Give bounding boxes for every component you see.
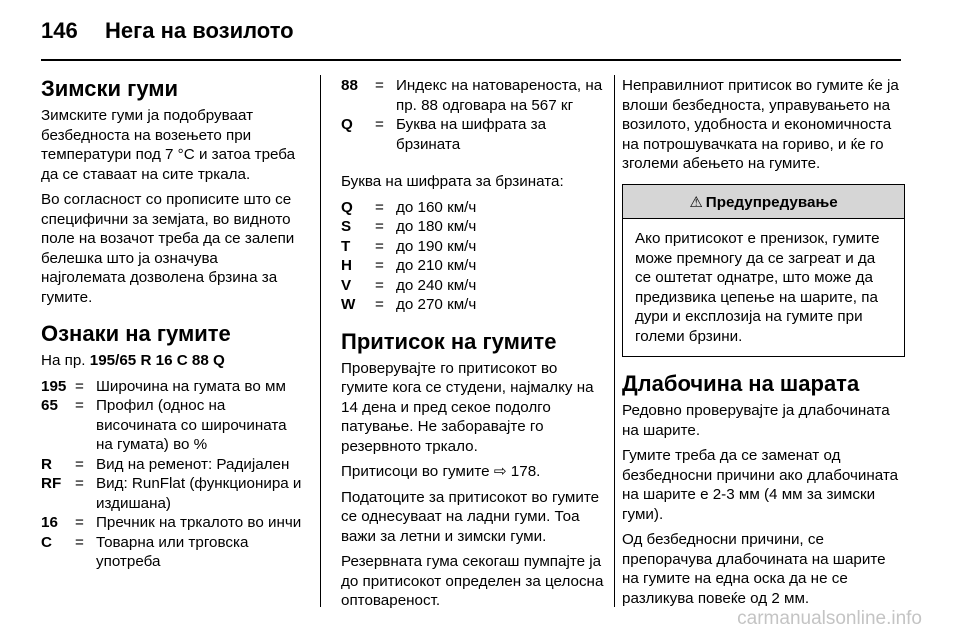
definition-value: Вид: RunFlat (функционира и издишана) bbox=[96, 475, 302, 512]
speed-value: до 160 км/ч bbox=[396, 198, 477, 216]
definition-key: Q bbox=[341, 116, 353, 133]
speed-key: Q bbox=[341, 198, 353, 216]
definition-row bbox=[41, 377, 303, 397]
definition-row bbox=[41, 474, 303, 513]
speed-row bbox=[341, 217, 606, 237]
column-3 bbox=[622, 76, 905, 614]
speed-row bbox=[341, 237, 606, 257]
definition-row bbox=[41, 533, 303, 572]
header-rule bbox=[41, 59, 901, 61]
definition-value: Широчина на гумата во мм bbox=[96, 377, 286, 395]
designation-example bbox=[41, 351, 303, 371]
speed-equals: = bbox=[375, 237, 384, 255]
column-2 bbox=[341, 76, 606, 617]
paragraph-pressure-reference bbox=[341, 462, 606, 482]
definition-equals: = bbox=[75, 514, 84, 531]
definition-value: Товарна или трговска употреба bbox=[96, 533, 249, 570]
column-1 bbox=[41, 76, 303, 578]
speed-equals: = bbox=[375, 198, 384, 216]
definition-value: Буква на шифрата за брзината bbox=[396, 116, 547, 153]
definition-key: C bbox=[41, 533, 52, 551]
speed-value: до 190 км/ч bbox=[396, 237, 477, 255]
definition-key: R bbox=[41, 455, 52, 473]
example-code: 195/65 R 16 C 88 Q bbox=[89, 352, 225, 369]
definition-row bbox=[341, 115, 606, 154]
speed-key: W bbox=[341, 296, 356, 313]
watermark: carmanualsonline.info bbox=[737, 608, 922, 629]
speed-code-list bbox=[341, 198, 606, 315]
section-heading-tyre-designations: Ознаки на гумите bbox=[41, 321, 231, 346]
definition-row bbox=[41, 455, 303, 475]
definition-key: RF bbox=[41, 475, 62, 492]
definition-key: 195 bbox=[41, 377, 67, 395]
speed-key: V bbox=[341, 276, 352, 294]
page-number: 146 bbox=[41, 18, 78, 43]
speed-equals: = bbox=[375, 257, 384, 274]
speed-equals: = bbox=[375, 276, 384, 294]
paragraph: Редовно проверувајте ја длабочината на шарите. bbox=[622, 402, 890, 439]
designation-list bbox=[41, 377, 303, 572]
column-divider-1 bbox=[320, 75, 321, 607]
designation-list-continued bbox=[341, 76, 606, 154]
warning-text: Ако притисокот е пренизок, гумите може премногу да се загреат и да се оштетат однатре, што може да предизвика цепење на шарите, па дури и експлозија на гумите при големи брзини. bbox=[635, 230, 880, 345]
section-heading-tyre-pressure: Притисок на гумите bbox=[341, 328, 557, 354]
definition-equals: = bbox=[375, 116, 384, 133]
paragraph: Од безбедносни причини, се препорачува длабочината на шарите на гумите на една оска да не се разликува повеќе од 2 мм. bbox=[622, 531, 886, 607]
section-heading-winter-tyres: Зимски гуми bbox=[41, 76, 179, 101]
definition-value: Профил (однос на височината со широчината на гумата) во % bbox=[96, 397, 287, 453]
definition-row bbox=[41, 396, 303, 455]
definition-key: 88 bbox=[341, 77, 358, 94]
speed-equals: = bbox=[375, 218, 384, 235]
paragraph: Зимските гуми ја подобруваат безбедноста на возењето при температури под 7 °C и затоа треба да се ставаат на сите тркала. bbox=[41, 107, 296, 183]
column-divider-2 bbox=[614, 75, 615, 607]
definition-key: 16 bbox=[41, 514, 58, 531]
definition-key: 65 bbox=[41, 397, 58, 414]
speed-equals: = bbox=[375, 296, 384, 313]
definition-value: Вид на ременот: Радијален bbox=[96, 455, 290, 473]
paragraph: Неправилниот притисок во гумите ќе ја влоши безбедноста, управувањето на возилото, удобноста и економичноста на потрошувачката на гориво, и ќе го зголеми абењето на гумите. bbox=[622, 77, 899, 172]
speed-row bbox=[341, 295, 606, 315]
speed-row bbox=[341, 198, 606, 218]
paragraph: Во согласност со прописите што се специфични за земјата, во видното поле на возачот треба да се залепи белешка што ја означува најголемата дозволена брзина за гумите. bbox=[41, 191, 295, 306]
speed-row bbox=[341, 256, 606, 276]
speed-code-intro: Буква на шифрата за брзината: bbox=[341, 173, 564, 190]
definition-equals: = bbox=[75, 397, 84, 414]
section-heading-tread-depth: Длабочина на шарата bbox=[622, 371, 860, 396]
paragraph: Податоците за притисокот во гумите се однесуваат на ладни гуми. Тоа важи за летни и зимски гуми. bbox=[341, 488, 600, 545]
speed-value: до 210 км/ч bbox=[396, 257, 477, 274]
page-reference-icon: ⇨ bbox=[493, 463, 507, 480]
reference-text: Притисоци во гумите bbox=[341, 463, 490, 480]
definition-value: Пречник на тркалото во инчи bbox=[96, 514, 302, 531]
speed-value: до 240 км/ч bbox=[396, 276, 477, 294]
warning-triangle-icon: ⚠ bbox=[689, 193, 703, 211]
speed-key: S bbox=[341, 218, 352, 235]
paragraph: Проверувајте го притисокот во гумите кога се студени, најмалку на 14 дена и пред секое подолго патување. Не заборавајте го резервното тркало. bbox=[341, 359, 594, 455]
page-reference-link[interactable]: 178. bbox=[510, 463, 541, 480]
example-prefix: На пр. bbox=[41, 352, 86, 369]
definition-value: Индекс на натовареноста, на пр. 88 одговара на 567 кг bbox=[396, 77, 603, 114]
definition-equals: = bbox=[75, 455, 84, 473]
paragraph: Резервната гума секогаш пумпајте ја до притисокот определен за целосна оптовареност. bbox=[341, 553, 604, 609]
definition-equals: = bbox=[75, 475, 84, 492]
definition-row bbox=[41, 513, 303, 533]
speed-value: до 270 км/ч bbox=[396, 296, 477, 313]
speed-key: H bbox=[341, 257, 352, 274]
definition-row bbox=[341, 76, 606, 115]
definition-equals: = bbox=[375, 77, 384, 94]
chapter-title: Нега на возилото bbox=[105, 18, 294, 43]
definition-equals: = bbox=[75, 533, 84, 551]
speed-key: T bbox=[341, 237, 351, 255]
definition-equals: = bbox=[75, 377, 84, 395]
speed-row bbox=[341, 276, 606, 296]
warning-header bbox=[623, 185, 904, 220]
speed-value: до 180 км/ч bbox=[396, 218, 477, 235]
page-header bbox=[41, 14, 901, 50]
warning-box bbox=[622, 184, 905, 358]
warning-title: Предупредување bbox=[705, 193, 838, 211]
paragraph: Гумите треба да се заменат од безбедносни причини ако длабочината на шарите е 2-3 мм (4 мм за зимски гуми). bbox=[622, 447, 899, 523]
